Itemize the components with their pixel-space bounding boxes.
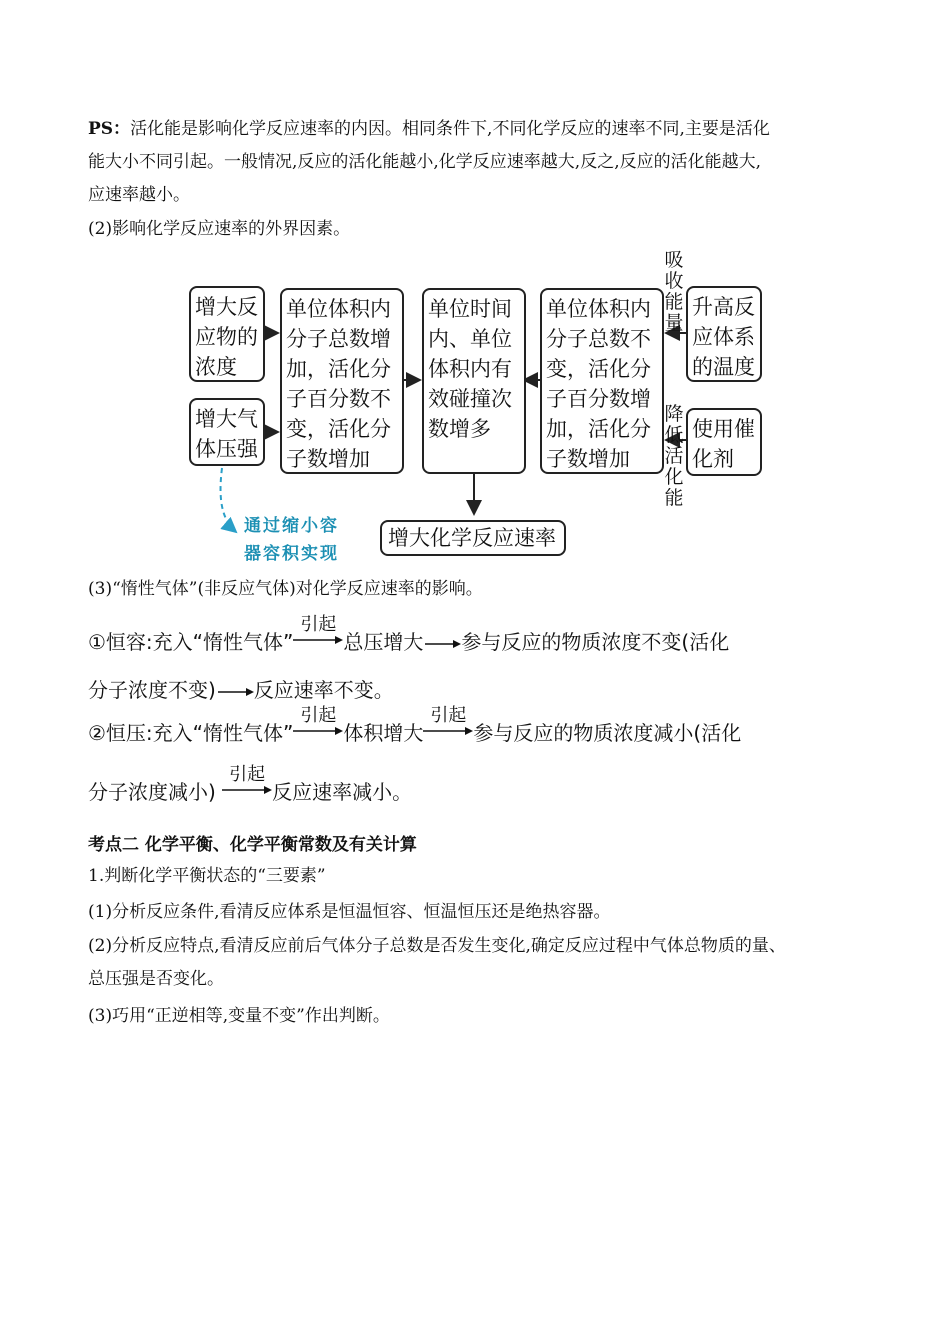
section-2-title: 考点二 化学平衡、化学平衡常数及有关计算 <box>88 835 417 855</box>
eq2-arrow-yinqi-1: 引起 <box>293 718 343 740</box>
eq1-arrow-1 <box>423 638 461 650</box>
eq2-line1: ②恒压:充入“惰性气体” 引起 体积增大 引起 参与反应的物质浓度减小(活化 <box>88 705 742 745</box>
arrow-note <box>221 468 236 532</box>
box-center: 单位时间内、单位体积内有效碰撞次数增多 <box>422 288 526 474</box>
eq2-line2: 分子浓度减小) 引起 反应速率减小。 <box>88 764 413 804</box>
eq1-line2: 分子浓度不变) 反应速率不变。 <box>88 678 394 702</box>
eq2-arrow-yinqi-3: 引起 <box>222 777 272 799</box>
item-3-heading: (3)“惰性气体”(非反应气体)对化学反应速率的影响。 <box>88 579 483 599</box>
box-left-mid: 单位体积内分子总数增加，活化分子百分数不变，活化分子数增加 <box>280 288 404 474</box>
box-right-mid: 单位体积内分子总数不变，活化分子百分数增加，活化分子数增加 <box>540 288 664 474</box>
ps-line-3: 应速率越小。 <box>88 185 190 205</box>
box-temperature: 升高反应体系的温度 <box>686 286 762 382</box>
section-2-item-1: 1.判断化学平衡状态的“三要素” <box>88 866 326 886</box>
box-pressure: 增大气体压强 <box>189 398 265 466</box>
note-reduce-volume: 通过缩小容器容积实现 <box>244 516 339 564</box>
label-absorb-energy: 吸收能量 <box>664 249 684 334</box>
label-lower-activation: 降低活化能 <box>664 403 684 509</box>
ps-line-2: 能大小不同引起。一般情况,反应的活化能越小,化学反应速率越大,反之,反应的活化能越大, <box>88 152 762 172</box>
ps-line-1: PS：活化能是影响化学反应速率的内因。相同条件下,不同化学反应的速率不同,主要是活化 <box>88 119 770 139</box>
eq1-arrow-2 <box>216 686 254 698</box>
section-2-item-2: (1)分析反应条件,看清反应体系是恒温恒容、恒温恒压还是绝热容器。 <box>88 902 611 922</box>
factors-diagram <box>0 0 950 600</box>
box-concentration: 增大反应物的浓度 <box>189 286 265 382</box>
box-catalyst: 使用催化剂 <box>686 408 762 476</box>
ps-label: PS： <box>88 119 131 139</box>
eq1-line1: ①恒容:充入“惰性气体” 引起 总压增大 参与反应的物质浓度不变(活化 <box>88 614 730 654</box>
eq1-arrow-yinqi: 引起 <box>293 627 343 649</box>
section-2-item-4: (3)巧用“正逆相等,变量不变”作出判断。 <box>88 1006 390 1026</box>
item-2-heading: (2)影响化学反应速率的外界因素。 <box>88 219 351 239</box>
section-2-item-3: (2)分析反应特点,看清反应前后气体分子总数是否发生变化,确定反应过程中气体总物质的量、 总压强是否变化。 <box>88 936 786 989</box>
eq2-arrow-yinqi-2: 引起 <box>423 718 473 740</box>
box-result: 增大化学反应速率 <box>380 520 566 556</box>
